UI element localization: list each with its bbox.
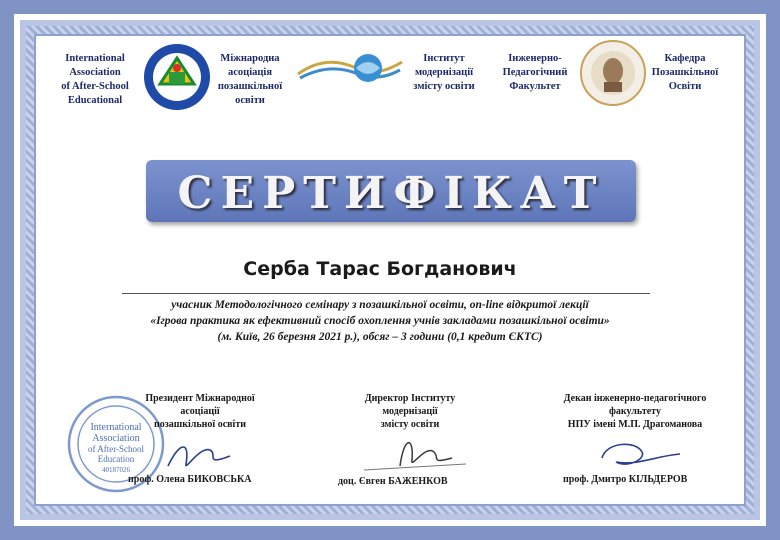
signatory-role-2: Директор Інституту модернізації змісту освіти — [364, 393, 456, 430]
certificate-title: СЕРТИФІКАТ — [177, 168, 605, 219]
signatory-name-1: проф. Олена БИКОВСЬКА — [128, 474, 252, 485]
signature-3 — [596, 436, 686, 472]
signatory-role-3: Декан інженерно-педагогічного факультету НПУ імені М.П. Драгоманова — [563, 393, 707, 430]
header-institute: Інститут модернізації змісту освіти — [413, 53, 475, 92]
university-emblem — [578, 38, 648, 108]
header-masso: Міжнародна асоціація позашкільної освіти — [217, 53, 283, 106]
header-faculty: Інженерно- Педагогічний Факультет — [502, 53, 568, 92]
after-school-logo — [142, 42, 212, 112]
title-banner — [146, 160, 636, 222]
signatory-name-2: доц. Євген БАЖЕНКОВ — [338, 476, 448, 487]
stamp-line-2: Association — [92, 433, 140, 444]
signatory-role-1: Президент Міжнародної асоціації позашкільної освіти — [145, 393, 255, 430]
institute-logo — [296, 48, 404, 88]
signatory-name-3: проф. Дмитро КІЛЬДЕРОВ — [563, 474, 688, 485]
name-underline — [122, 293, 650, 294]
header-iaase: International Association of After-School Educational — [61, 53, 129, 106]
description-line-3: (м. Київ, 26 березня 2021 р.), обсяг – 3 години (0,1 кредит ЄКТС) — [217, 331, 543, 343]
header-department: Кафедра Позашкільної Освіти — [651, 53, 719, 92]
signature-1 — [160, 436, 240, 476]
description-line-2: «Ігрова практика як ефективний спосіб охоплення учнів закладами позашкільної освіти» — [150, 315, 610, 327]
stamp-line-1: International — [90, 422, 142, 433]
stamp-line-4: Education — [97, 454, 135, 464]
signature-2 — [360, 430, 470, 476]
stamp-code: 40187026 — [102, 466, 130, 474]
stamp-line-3: of After-School — [87, 444, 145, 454]
description-line-1: учасник Методологічного семінару з позашкільної освіти, on-line відкритої лекції — [171, 299, 589, 311]
recipient-name: Серба Тарас Богданович — [243, 258, 517, 280]
